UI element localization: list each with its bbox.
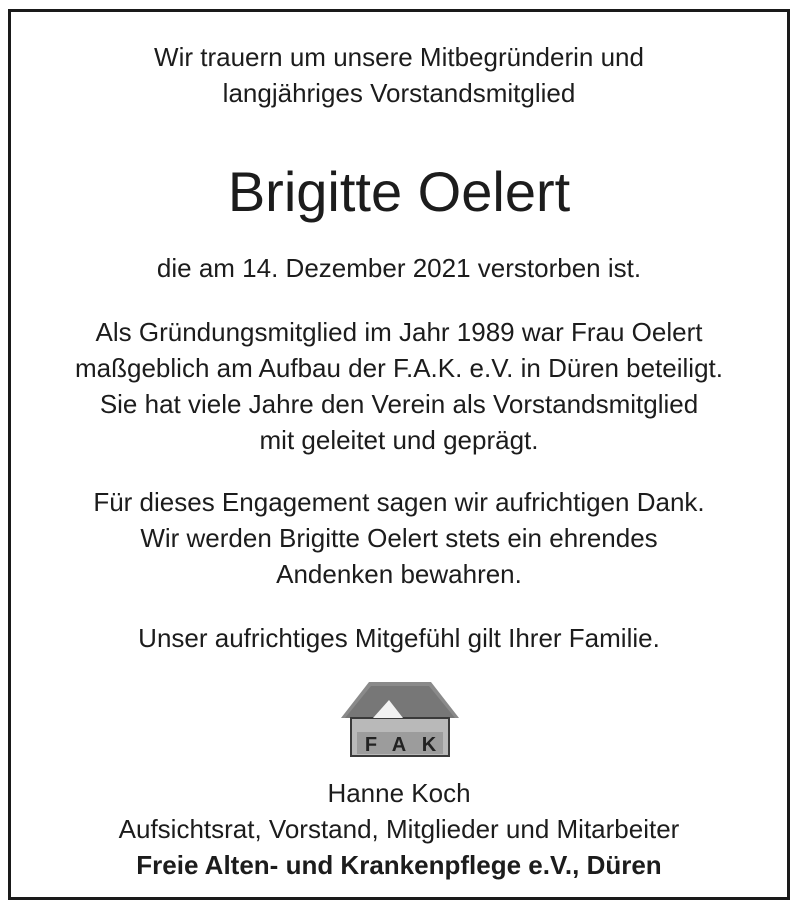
paragraph-1-line-3: Sie hat viele Jahre den Verein als Vorstandsmitglied	[99, 389, 699, 419]
obituary-notice	[8, 9, 790, 900]
paragraph-1-line-4: mit geleitet und geprägt.	[259, 425, 539, 455]
deceased-name: Brigitte Oelert	[227, 160, 571, 223]
paragraph-2-line-3: Andenken bewahren.	[276, 559, 522, 589]
logo-letter-a: A	[391, 734, 407, 756]
signature-organization: Freie Alten- und Krankenpflege e.V., Düren	[136, 850, 662, 880]
paragraph-1-line-1: Als Gründungsmitglied im Jahr 1989 war Frau Oelert	[95, 317, 703, 347]
paragraph-2-line-1: Für dieses Engagement sagen wir aufrichtigen Dank.	[93, 487, 705, 517]
logo-letter-f: F	[364, 734, 378, 756]
logo-letter-k: K	[421, 734, 437, 756]
house-logo-icon	[337, 682, 463, 758]
paragraph-1-line-2: maßgeblich am Aufbau der F.A.K. e.V. in Düren beteiligt.	[75, 353, 723, 383]
paragraph-2-line-2: Wir werden Brigitte Oelert stets ein ehrendes	[140, 523, 658, 553]
death-date-line: die am 14. Dezember 2021 verstorben ist.	[156, 253, 642, 283]
signature-name: Hanne Koch	[327, 778, 471, 808]
condolence-line: Unser aufrichtiges Mitgefühl gilt Ihrer Familie.	[138, 623, 660, 653]
signature-groups: Aufsichtsrat, Vorstand, Mitglieder und Mitarbeiter	[118, 814, 680, 844]
intro-line-1: Wir trauern um unsere Mitbegründerin und	[154, 42, 644, 72]
intro-line-2: langjähriges Vorstandsmitglied	[222, 78, 576, 108]
